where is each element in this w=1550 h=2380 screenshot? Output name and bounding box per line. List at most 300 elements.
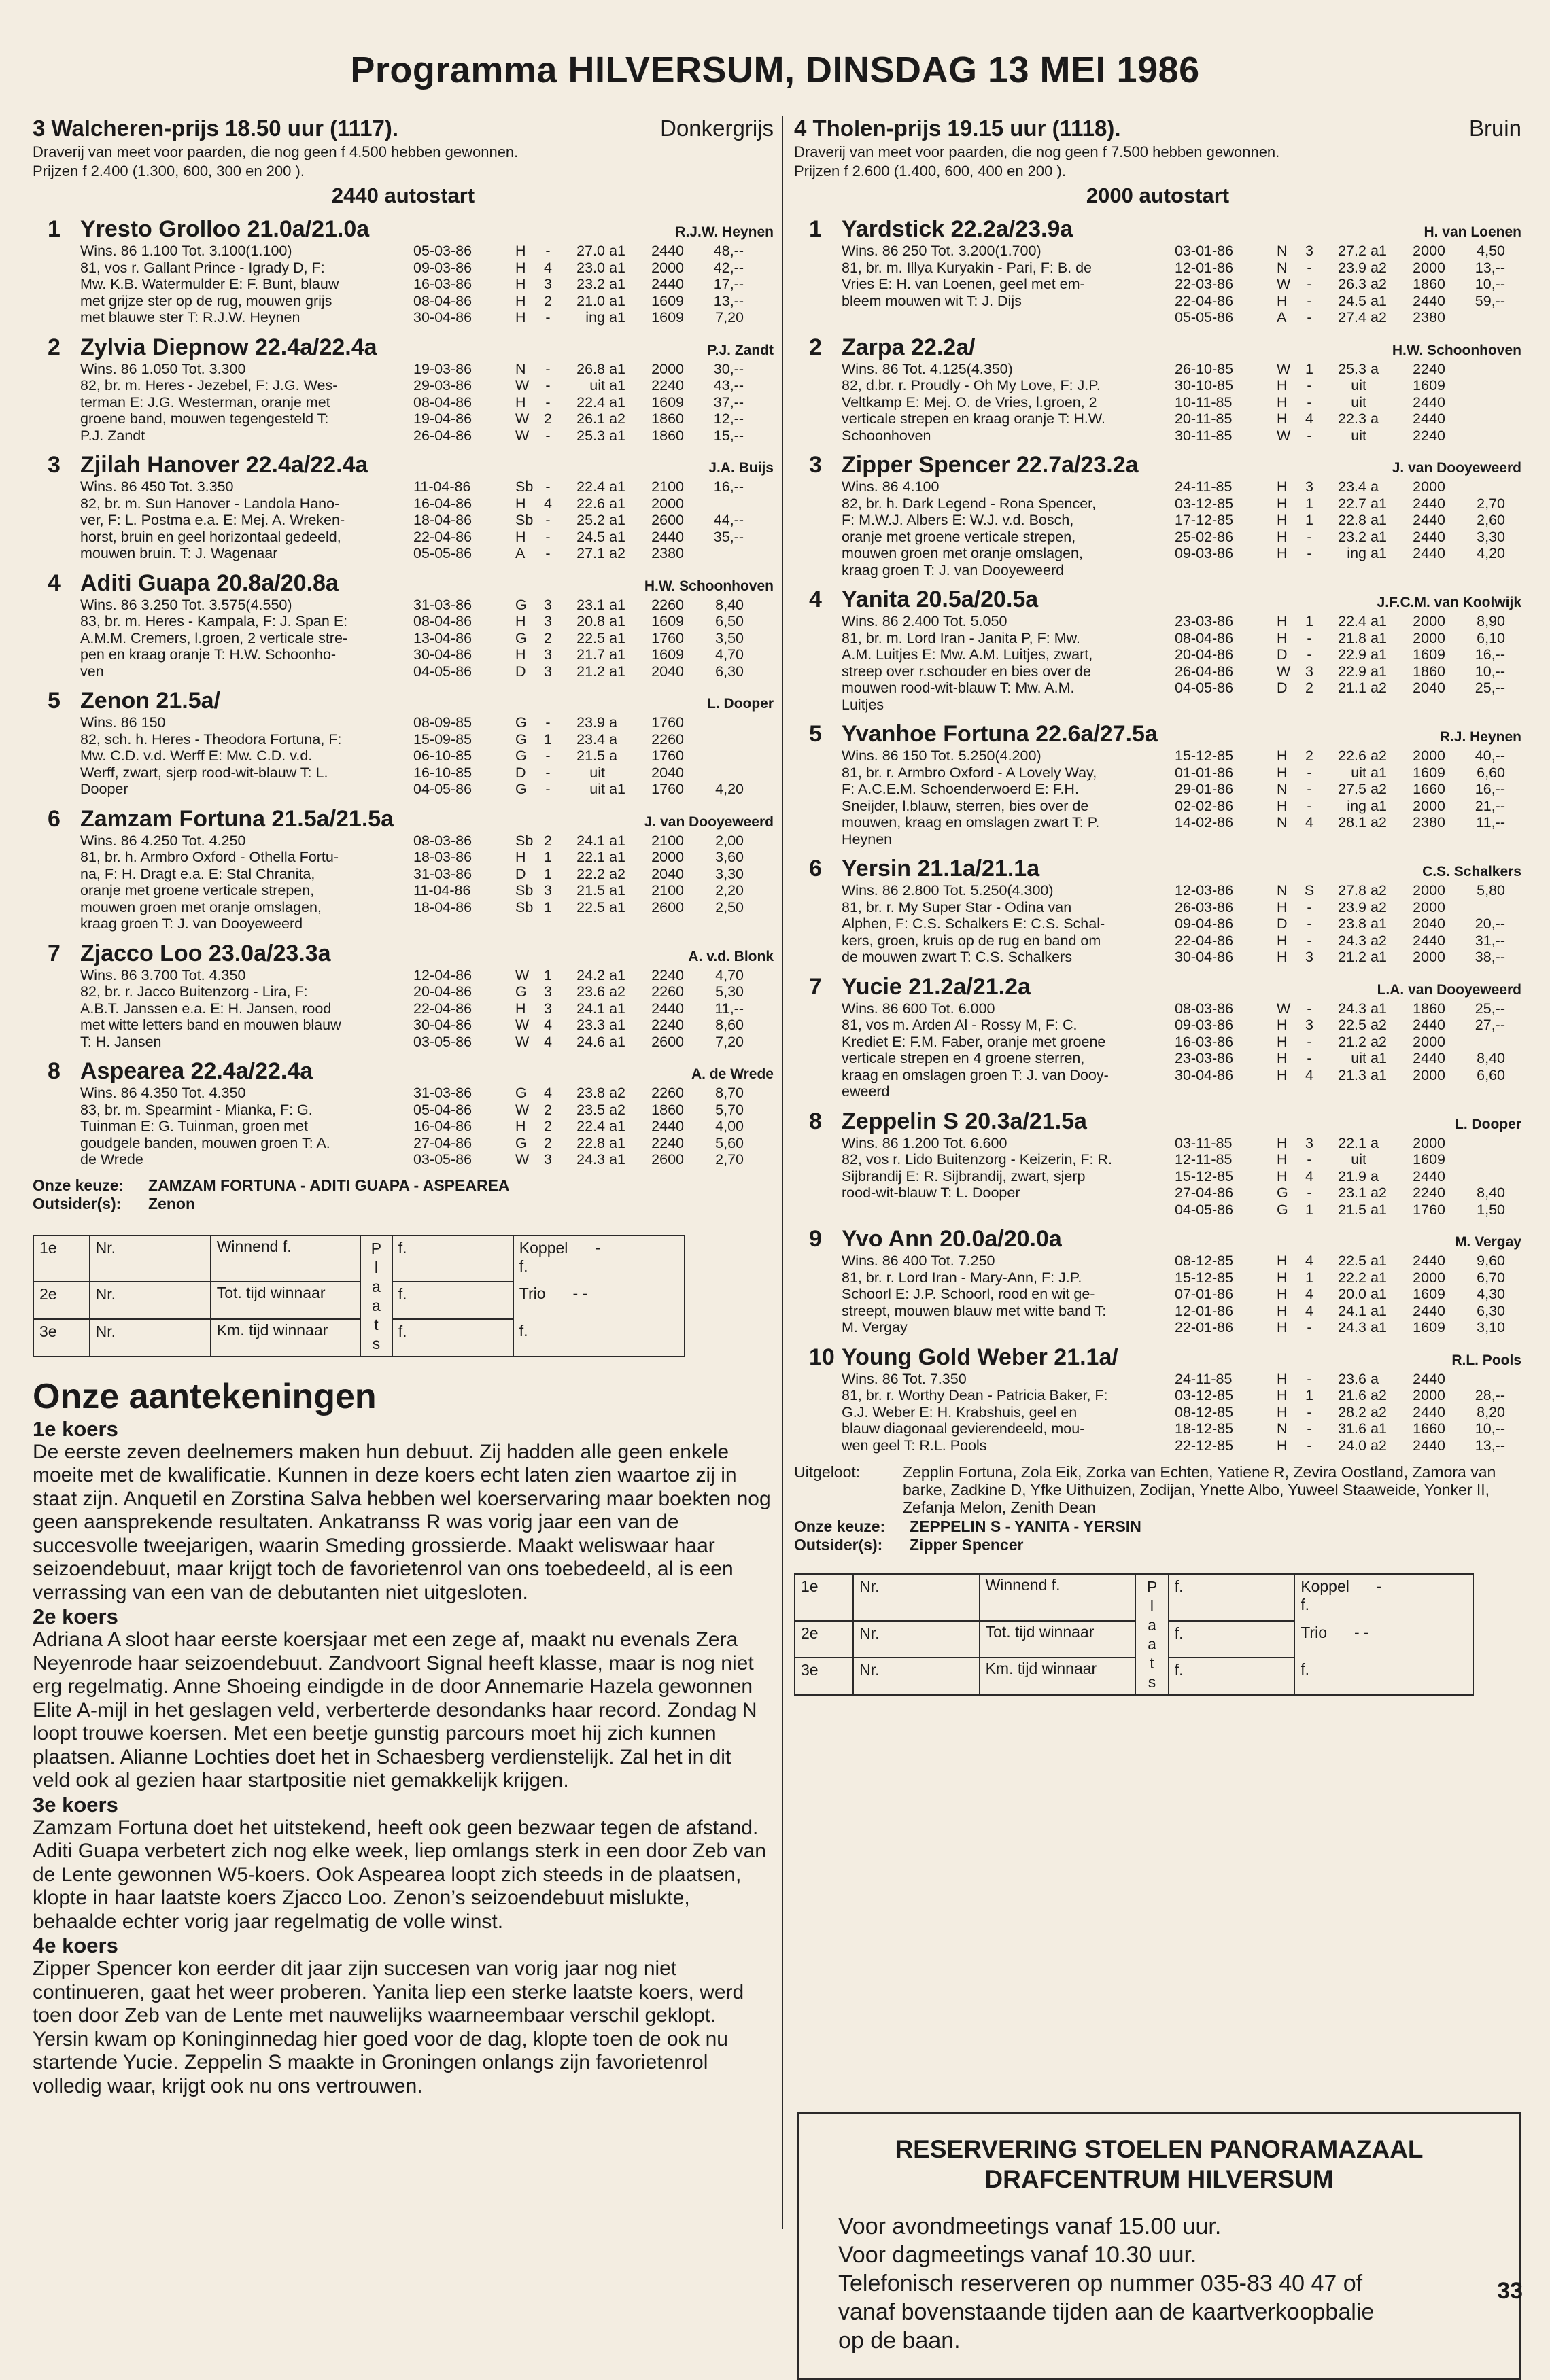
horse-number: 1 [48, 216, 61, 242]
result-place: - [1307, 545, 1312, 561]
result-time: 27.4 [1338, 309, 1366, 326]
result-time: uit [1351, 393, 1366, 410]
horse-body [80, 597, 774, 680]
result-date: 12-04-86 [413, 966, 472, 983]
plaats-letter: a [372, 1277, 381, 1295]
result-track: H [1277, 478, 1288, 495]
page-number: 33 [1497, 2278, 1523, 2304]
result-date: 05-05-86 [413, 545, 472, 561]
result-track: Sb [515, 512, 534, 528]
notice-title-line-2: DRAFCENTRUM HILVERSUM [984, 2165, 1334, 2193]
result-odds: 2,70 [1477, 495, 1505, 512]
result-date: 05-03-86 [413, 243, 472, 259]
result-track: H [1277, 1033, 1288, 1050]
result-distance: 2600 [651, 898, 684, 915]
horse-trainer: C.S. Schalkers [1422, 864, 1521, 879]
notes-paragraph: Zamzam Fortuna doet het uitstekend, heeft ook geen bezwaar tegen de afstand. Aditi Guapa verbetert zich nog elke week, liep omlangs sterk in een door Zeb van de Lente gewonnen W5-koers. Ook Aspearea loopt zich steeds in de plaatsen, klopte in haar laatste koers Zjacco Loo. Zenon’s seizoendebuut mislukte, behaalde echter vorig jaar regelmatig de volle winst. [33, 1816, 766, 1933]
koppel-dash: - [1376, 1577, 1382, 1595]
result-track: H [515, 309, 526, 326]
result-date: 20-11-85 [1175, 410, 1233, 427]
description-line: oranje met groene verticale strepen, [80, 882, 315, 898]
result-start: a1 [1371, 243, 1387, 259]
notice-body [838, 2212, 1492, 2355]
number-cell: Nr. [853, 1658, 979, 1695]
horse-results [1175, 748, 1521, 847]
withdrawn-names: Zepplin Fortuna, Zola Eik, Zorka van Echten, Yatiene R, Zevira Oostland, Zamora van barke, Zadkine D, Yfke Uithuizen, Zodijan, Ynette Albo, Yuweel Staaweide, Yonker II, Zefanja Melon, Zenith Dean [903, 1463, 1496, 1516]
horse-name: Zjacco Loo 23.0a/23.3a [80, 940, 331, 966]
result-place: 3 [1305, 949, 1313, 965]
description-line: met grijze ster op de rug, mouwen grijs [80, 292, 332, 309]
result-start: a1 [1371, 949, 1387, 965]
result-date: 31-03-86 [413, 596, 472, 613]
result-track: H [1277, 410, 1288, 427]
result-distance: 1609 [1413, 1286, 1445, 1302]
result-time: 22.8 [1338, 512, 1366, 528]
result-row [413, 260, 774, 277]
description-line: oranje met groene verticale strepen, [842, 528, 1076, 545]
result-odds: 13,-- [713, 292, 744, 309]
result-date: 22-04-86 [1175, 292, 1234, 309]
result-odds: 48,-- [713, 243, 744, 259]
result-date: 16-04-86 [413, 495, 472, 512]
result-odds: 12,-- [713, 410, 744, 427]
result-distance: 2000 [1413, 748, 1445, 764]
description-line: mouwen groen met oranje omslagen, [80, 898, 322, 915]
description-line: Alphen, F: C.S. Schalkers E: C.S. Schal- [842, 915, 1105, 932]
result-start: a1 [1371, 1302, 1387, 1319]
horse-entry [794, 721, 1521, 847]
horse-description [80, 714, 413, 798]
koppel-cell [513, 1236, 685, 1282]
result-start: a1 [609, 276, 625, 292]
result-place: - [1307, 797, 1312, 814]
result-odds: 4,30 [1477, 1286, 1505, 1302]
result-track: D [515, 764, 526, 781]
result-track: H [515, 1000, 526, 1017]
result-time: 21.8 [1338, 629, 1366, 646]
result-time: 23.6 [1338, 1370, 1366, 1387]
result-time: 25.3 [1338, 360, 1366, 377]
label-cell: Tot. tijd winnaar [980, 1621, 1136, 1658]
description-line: G.J. Weber E: H. Krabshuis, geel en [842, 1403, 1078, 1420]
result-place: 4 [1305, 1168, 1313, 1185]
result-distance: 2000 [1413, 1134, 1445, 1151]
plaats-letter: a [1148, 1616, 1156, 1634]
result-place: - [1307, 259, 1312, 276]
result-row [413, 1017, 774, 1034]
result-odds: 4,20 [715, 781, 744, 797]
result-start: a1 [1371, 1000, 1387, 1017]
result-time: 22.4 [1338, 613, 1366, 629]
result-table-row [33, 1319, 685, 1357]
result-date: 18-03-86 [413, 849, 472, 865]
number-cell: Nr. [90, 1236, 211, 1282]
result-place: - [545, 243, 551, 259]
result-odds: 6,60 [1477, 764, 1505, 781]
result-odds [684, 748, 744, 765]
result-place: 4 [1305, 1286, 1313, 1302]
horse-description [842, 478, 1175, 578]
result-odds: 16,-- [713, 478, 744, 495]
horse-results [1175, 1371, 1521, 1454]
horse-trainer: A. de Wrede [691, 1066, 774, 1082]
race-3 [33, 116, 774, 1213]
horse-header [794, 1344, 1521, 1371]
result-distance: 1609 [1413, 377, 1445, 393]
result-track: N [1277, 781, 1288, 797]
result-date: 08-04-86 [413, 292, 472, 309]
result-track: H [1277, 1017, 1288, 1033]
result-place: - [1307, 1000, 1312, 1017]
result-time: 23.4 [1338, 478, 1366, 495]
horse-results [1175, 361, 1521, 444]
description-line: Wins. 86 4.100 [842, 478, 940, 495]
result-time: 24.3 [1338, 1319, 1366, 1335]
result-table-row [33, 1236, 685, 1282]
result-row [413, 512, 774, 529]
horse-entry [33, 570, 774, 680]
result-date: 08-03-86 [413, 832, 472, 849]
result-date: 12-11-85 [1175, 1151, 1233, 1168]
result-track: G [515, 1085, 527, 1101]
result-distance: 2440 [1413, 292, 1445, 309]
description-line: Krediet E: F.M. Faber, oranje met groene [842, 1033, 1106, 1050]
result-start: a1 [609, 629, 625, 646]
result-start [1366, 394, 1398, 411]
horse-number: 9 [809, 1226, 822, 1252]
outsider-line [794, 1536, 1521, 1554]
result-row [413, 1118, 774, 1135]
result-time: 27.5 [1338, 781, 1366, 797]
result-distance: 1609 [1413, 646, 1445, 663]
result-date: 17-12-85 [1175, 512, 1234, 528]
amount-cell: f. [392, 1319, 513, 1357]
result-date: 02-02-86 [1175, 797, 1234, 814]
result-date: 23-03-86 [1175, 613, 1234, 629]
result-row [1175, 1420, 1521, 1437]
result-odds: 5,80 [1477, 882, 1505, 898]
result-row [1175, 410, 1521, 427]
result-odds [1445, 1151, 1505, 1168]
result-place: 2 [1305, 680, 1313, 696]
result-date: 14-02-86 [1175, 814, 1234, 830]
description-line: met witte letters band en mouwen blauw [80, 1017, 341, 1033]
result-track: H [1277, 1286, 1288, 1302]
notice-title [799, 2135, 1519, 2194]
result-row [413, 276, 774, 293]
result-time: 28.2 [1338, 1403, 1366, 1420]
trio-label: Trio [519, 1284, 546, 1303]
result-place: - [1307, 764, 1312, 781]
result-time: 24.6 [576, 1033, 605, 1050]
result-distance: 2240 [651, 1134, 684, 1151]
horse-name: Zylvia Diepnow 22.4a/22.4a [80, 334, 377, 360]
notes-title: Onze aantekeningen [33, 1376, 377, 1416]
description-line: F: A.C.E.M. Schoenderwoerd E: F.H. [842, 781, 1079, 797]
description-line: Wins. 86 450 Tot. 3.350 [80, 478, 234, 495]
result-track: W [515, 966, 530, 983]
result-time: 22.7 [1338, 495, 1366, 512]
result-row [1175, 1034, 1521, 1051]
result-place: 1 [544, 849, 552, 865]
result-date: 04-05-86 [1175, 680, 1234, 696]
result-row [413, 1151, 774, 1168]
horse-description [842, 613, 1175, 713]
result-track: G [515, 596, 527, 613]
result-place: 1 [1305, 495, 1313, 512]
result-row [413, 478, 774, 495]
result-date: 03-11-85 [1175, 1134, 1233, 1151]
description-line: met blauwe ster T: R.J.W. Heynen [80, 309, 300, 326]
result-track: W [1277, 276, 1291, 292]
result-odds: 7,20 [715, 309, 744, 326]
horse-number: 3 [48, 452, 61, 478]
result-time: 22.9 [1338, 646, 1366, 663]
result-row [413, 748, 774, 765]
result-track: D [1277, 680, 1288, 696]
result-odds: 17,-- [713, 276, 744, 292]
result-odds: 3,50 [715, 629, 744, 646]
result-start: a1 [609, 663, 625, 680]
result-odds: 13,-- [1475, 259, 1505, 276]
result-row [413, 646, 774, 663]
horse-number: 8 [48, 1058, 61, 1084]
result-start: a1 [609, 495, 625, 512]
description-line: wen geel T: R.L. Pools [842, 1437, 987, 1454]
result-start: a1 [1371, 797, 1387, 814]
horse-name: Aditi Guapa 20.8a/20.8a [80, 570, 339, 596]
result-time: ing [585, 309, 605, 326]
horse-trainer: P.J. Zandt [707, 342, 774, 358]
result-start: a [1371, 1168, 1379, 1185]
result-track: H [1277, 898, 1288, 915]
description-line: mouwen groen met oranje omslagen, [842, 545, 1083, 561]
result-date: 26-04-86 [413, 427, 472, 444]
result-table-row [795, 1574, 1473, 1621]
result-date: 22-04-86 [413, 528, 472, 545]
result-row [413, 243, 774, 260]
result-track: Sb [515, 832, 534, 849]
result-start: a1 [1371, 512, 1387, 528]
description-line: 82, br. m. Sun Hanover - Landola Hano- [80, 495, 340, 512]
result-distance: 2040 [651, 865, 684, 882]
result-start: a2 [1371, 898, 1387, 915]
result-time: 23.9 [1338, 259, 1366, 276]
result-distance: 2440 [1413, 1050, 1445, 1066]
result-track: G [515, 1134, 527, 1151]
our-choice [33, 1176, 774, 1213]
description-line: goudgele banden, mouwen groen T: A. [80, 1134, 330, 1151]
outsider-label: Outsider(s): [794, 1536, 883, 1554]
race-4 [794, 116, 1521, 1554]
result-start [605, 765, 636, 782]
horse-trainer: H.W. Schoonhoven [1392, 342, 1521, 358]
result-start: a1 [1371, 764, 1387, 781]
result-track: W [1277, 663, 1291, 680]
horse-entry [794, 1226, 1521, 1336]
result-start: a1 [609, 243, 625, 259]
result-distance: 2260 [651, 731, 684, 748]
result-start: a1 [609, 259, 625, 276]
result-row [1175, 276, 1521, 293]
result-odds: 6,10 [1477, 629, 1505, 646]
description-line: Wins. 86 4.250 Tot. 4.250 [80, 832, 246, 849]
result-odds: 2,50 [715, 898, 744, 915]
result-place: 3 [544, 882, 552, 898]
result-track: H [1277, 1168, 1288, 1185]
result-track: H [515, 292, 526, 309]
result-distance: 2440 [1413, 528, 1445, 545]
horse-number: 3 [809, 452, 822, 478]
result-track: H [1277, 495, 1288, 512]
result-odds: 2,60 [1477, 512, 1505, 528]
result-track: G [1277, 1201, 1288, 1218]
result-date: 19-04-86 [413, 410, 472, 427]
result-date: 12-01-86 [1175, 259, 1234, 276]
horse-number: 5 [48, 688, 61, 714]
horse-entry [33, 806, 774, 932]
result-time: uit [1351, 427, 1366, 444]
description-line: A.B.T. Janssen e.a. E: H. Jansen, rood [80, 1000, 332, 1017]
result-start: a1 [1371, 1269, 1387, 1286]
result-time: 23.9 [1338, 898, 1366, 915]
result-track: H [1277, 613, 1288, 629]
description-line: Werff, zwart, sjerp rood-wit-blauw T: L. [80, 764, 328, 781]
description-line: kraag groen T: J. van Dooyeweerd [80, 915, 303, 932]
description-line: terman E: J.G. Westerman, oranje met [80, 393, 330, 410]
result-start: a1 [609, 377, 625, 393]
koppel-label: Koppel [519, 1238, 568, 1257]
result-time: 24.3 [1338, 932, 1366, 949]
result-odds: 4,20 [1477, 545, 1505, 561]
horse-name: Aspearea 22.4a/22.4a [80, 1058, 313, 1084]
result-place: - [1307, 1319, 1312, 1335]
description-line: Wins. 86 Tot. 4.125(4.350) [842, 360, 1013, 377]
description-line: Wins. 86 2.800 Tot. 5.250(4.300) [842, 882, 1054, 898]
result-place: 3 [544, 596, 552, 613]
result-time: 20.0 [1338, 1286, 1366, 1302]
result-track: D [1277, 915, 1288, 932]
horse-header [33, 334, 774, 361]
horse-results [1175, 1253, 1521, 1336]
description-line: Wins. 86 Tot. 7.350 [842, 1370, 967, 1387]
result-time: 21.2 [1338, 949, 1366, 965]
result-time: 23.9 [576, 714, 605, 731]
result-distance: 1860 [1413, 276, 1445, 292]
notice-line: vanaf bovenstaande tijden aan de kaartverkoopbalie [838, 2299, 1375, 2325]
result-distance: 2000 [1413, 259, 1445, 276]
trio-cell [1294, 1621, 1473, 1658]
horse-body [842, 361, 1521, 444]
result-odds: 8,60 [715, 1017, 744, 1033]
plaats-letter: l [1150, 1597, 1154, 1615]
result-track: W [515, 377, 530, 393]
result-odds [684, 495, 744, 512]
result-odds: 5,70 [715, 1101, 744, 1118]
result-odds: 43,-- [713, 377, 744, 393]
race-prizes: Prijzen f 2.400 (1.300, 600, 300 en 200 ). [33, 162, 305, 179]
result-track: H [515, 243, 526, 259]
horse-header [33, 688, 774, 714]
horse-trainer: J.A. Buijs [708, 460, 774, 476]
horse-results [1175, 882, 1521, 966]
result-place: 3 [544, 276, 552, 292]
result-row [1175, 814, 1521, 831]
result-odds: 1,50 [1477, 1201, 1505, 1218]
result-time: 21.0 [576, 292, 605, 309]
description-line: 82, vos r. Lido Buitenzorg - Keizerin, F: R. [842, 1151, 1112, 1168]
result-place: - [545, 427, 551, 444]
plaats-letter: s [372, 1334, 381, 1352]
horse-name: Yucie 21.2a/21.2a [842, 973, 1031, 1000]
result-row [413, 714, 774, 731]
result-place: - [1307, 915, 1312, 932]
horse-entry [33, 452, 774, 562]
result-date: 09-04-86 [1175, 915, 1234, 932]
notice-title-line-1: RESERVERING STOELEN PANORAMAZAAL [895, 2135, 1424, 2163]
result-date: 22-03-86 [1175, 276, 1234, 292]
result-distance: 2440 [1413, 393, 1445, 410]
result-distance: 1609 [651, 309, 684, 326]
result-table-race-3 [33, 1235, 685, 1357]
description-line: Wins. 86 1.100 Tot. 3.100(1.100) [80, 243, 292, 259]
notes-section [33, 1376, 774, 2099]
result-row [413, 597, 774, 614]
result-place: 2 [544, 1101, 552, 1118]
result-start [1366, 427, 1398, 444]
result-odds: 8,20 [1477, 1403, 1505, 1420]
result-distance: 2440 [651, 1118, 684, 1134]
result-track: H [1277, 292, 1288, 309]
horse-description [80, 361, 413, 444]
result-odds: 6,60 [1477, 1066, 1505, 1083]
result-date: 24-11-85 [1175, 1370, 1233, 1387]
result-distance: 2240 [651, 377, 684, 393]
choice-label: Onze keuze: [794, 1518, 886, 1535]
outsider-value: Zenon [148, 1194, 195, 1212]
description-line: Wins. 86 1.200 Tot. 6.600 [842, 1134, 1008, 1151]
result-start: a1 [609, 898, 625, 915]
result-odds: 8,90 [1477, 613, 1505, 629]
result-time: ing [1347, 797, 1366, 814]
label-cell: Winnend f. [211, 1236, 360, 1282]
result-row [1175, 495, 1521, 512]
result-row [1175, 899, 1521, 916]
result-distance: 2260 [651, 596, 684, 613]
withdrawn-label: Uitgeloot: [794, 1463, 861, 1481]
result-start: a1 [1371, 1253, 1387, 1269]
result-start: a2 [1371, 1403, 1387, 1420]
result-row [1175, 646, 1521, 663]
result-start: a1 [609, 309, 625, 326]
result-odds [1445, 427, 1505, 444]
result-date: 31-03-86 [413, 865, 472, 882]
notice-line: Telefonisch reserveren op nummer 035-83 40 47 of [838, 2271, 1363, 2296]
result-date: 31-03-86 [413, 1085, 472, 1101]
race-conditions: Draverij van meet voor paarden, die nog geen f 7.500 hebben gewonnen. [794, 143, 1280, 160]
description-line: streep over r.schouder en bies over de [842, 663, 1091, 680]
result-distance: 2440 [1413, 1302, 1445, 1319]
result-date: 03-01-86 [1175, 243, 1234, 259]
description-line: mouwen bruin. T: J. Wagenaar [80, 545, 278, 561]
result-distance: 1609 [651, 646, 684, 663]
description-line: 81, br. r. Lord Iran - Mary-Ann, F: J.P. [842, 1269, 1082, 1286]
description-line: Tuinman E: G. Tuinman, groen met [80, 1118, 308, 1134]
result-time: 22.8 [576, 1134, 605, 1151]
description-line: Schoonhoven [842, 427, 931, 444]
result-place: - [1307, 646, 1312, 663]
description-line: blauw diagonaal gevierendeeld, mou- [842, 1420, 1085, 1437]
